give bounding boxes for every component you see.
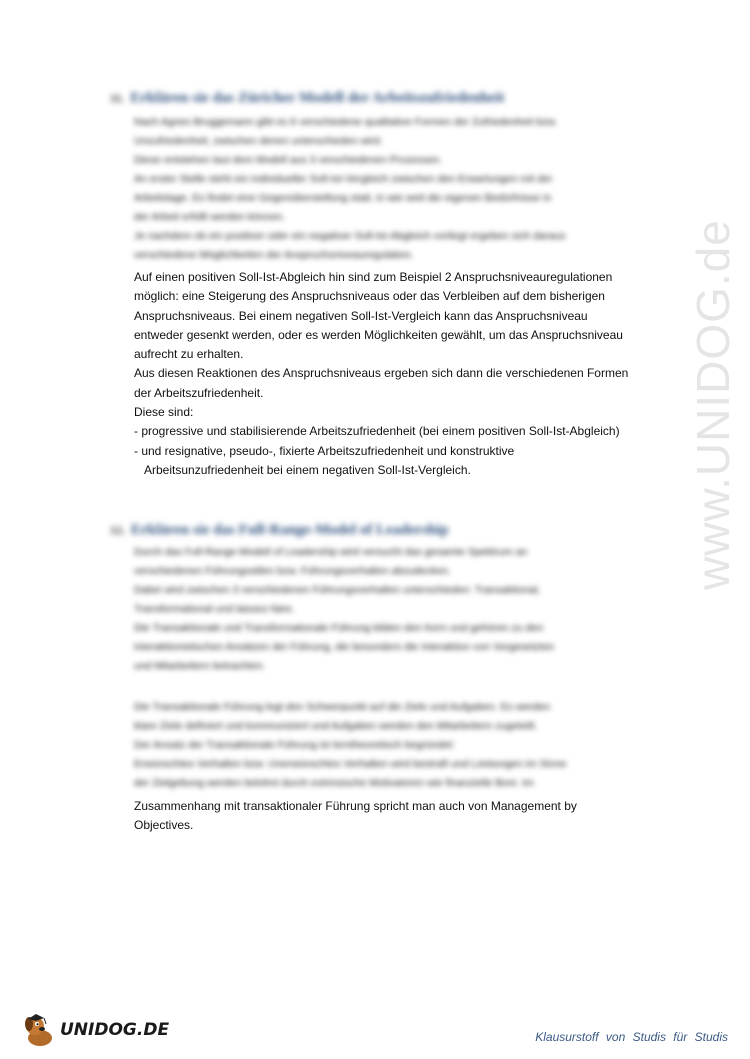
watermark: www.UNIDOG.de — [687, 219, 739, 590]
section-11-number: 11. — [110, 91, 125, 105]
text-line: Anspruchsniveaus. Bei einem negativen Soll-Ist-Vergleich kann das Anspruchsniveau — [134, 308, 588, 323]
text-line: Diese sind: — [134, 405, 194, 420]
text-line: Auf einen positiven Soll-Ist-Abgleich hin sind zum Beispiel 2 Anspruchsniveauregulationen — [134, 270, 613, 284]
text-line: aufrecht zu erhalten. — [134, 347, 244, 362]
blurred-line: der Zielgebung werden belohnt durch extrinsische Motivatoren wie finanzielle Boni. Im — [134, 777, 534, 789]
blurred-line: Nach Agnes Bruggemann gibt es 6 verschiedene qualitative Formen der Zufriedenheit bzw. — [134, 116, 558, 128]
blurred-line: Die Transaktionale Führung legt den Schwerpunkt auf die Ziele und Aufgaben. Es werden — [134, 701, 551, 713]
section-12-blurred-paragraph — [134, 543, 654, 676]
section-11-visible-paragraph — [134, 268, 664, 480]
blurred-line: Durch das Full-Range-Modell of Leadership wird versucht das gesamte Spektrum an — [134, 546, 528, 558]
blurred-line: Transformational und laissez-faire. — [134, 603, 295, 615]
unidog-logo[interactable] — [22, 1010, 169, 1050]
logo-text: UNIDOG.DE — [60, 1020, 170, 1040]
section-12-blurred-paragraph-2 — [134, 698, 654, 793]
blurred-line: interaktionistischen Ansätzen der Führung, die besonders die Interaktion von Vorgesetzten — [134, 641, 555, 653]
blurred-line: Der Ansatz der Transaktionale Führung ist lerntheoretisch begründet: — [134, 739, 456, 751]
text-line: der Arbeitszufriedenheit. — [134, 385, 264, 400]
blurred-line: verschiedene Möglichkeiten der Anspruchsniveauregulation. — [134, 249, 414, 261]
section-12-heading — [110, 522, 449, 539]
footer-slogan: Klausurstoff von Studis für Studis — [535, 1030, 728, 1044]
blurred-line: Erwünschtes Verhalten bzw. Unerwünschtes Verhalten wird bestraft und Leistungen im Sinne — [134, 758, 567, 770]
section-11-blurred-paragraph — [134, 113, 654, 265]
blurred-line: An erster Stelle steht ein individueller Soll-Ist-Vergleich zwischen den Erwartungen mit der — [134, 173, 553, 185]
bullet-line: - progressive und stabilisierende Arbeitszufriedenheit (bei einem positiven Soll-Ist-Abgleich) — [134, 424, 620, 439]
blurred-line: Arbeitslage. Es findet eine Gegenüberstellung statt, in wie weit die eigenen Bedürfnisse in — [134, 192, 552, 204]
text-line: Aus diesen Reaktionen des Anspruchsniveaus ergeben sich dann die verschiedenen Formen — [134, 366, 629, 381]
text-line: möglich: eine Steigerung des Anspruchsniveaus oder das Verbleiben auf dem bisherigen — [134, 289, 605, 304]
text-line: Objectives. — [134, 818, 194, 833]
blurred-line: klare Ziele definiert und kommuniziert und Aufgaben werden den Mitarbeitern zugeteilt. — [134, 720, 538, 732]
blurred-line: Je nachdem ob ein positiver oder ein negativer Soll-Ist-Abgleich vorliegt ergeben sich daraus — [134, 230, 566, 242]
dog-mascot-icon — [22, 1012, 56, 1048]
section-12-visible-paragraph — [134, 797, 664, 836]
blurred-line: Dabei wird zwischen 3 verschiedenen Führungsverhalten unterschieden: Transaktional, — [134, 584, 541, 596]
blurred-line: und Mitarbeitern betrachten. — [134, 660, 266, 672]
section-12-number: 12. — [110, 523, 125, 537]
bullet-line: - und resignative, pseudo-, fixierte Arbeitszufriedenheit und konstruktive — [134, 443, 515, 458]
section-11-title: Erklären sie das Züricher Modell der Arbeitszufriedenheit — [130, 90, 505, 106]
blurred-line: der Arbeit erfüllt werden können. — [134, 211, 286, 223]
bullet-continuation: Arbeitsunzufriedenheit bei einem negativen Soll-Ist-Vergleich. — [144, 462, 471, 477]
blurred-line: verschiedenen Führungsstilen bzw. Führungsverhalten abzudecken. — [134, 565, 451, 577]
text-line: Zusammenhang mit transaktionaler Führung spricht man auch von Management by — [134, 799, 577, 813]
blurred-line: Diese entstehen laut dem Modell aus 3 verschiedenen Prozessen. — [134, 154, 443, 166]
blurred-line: Die Transaktionale und Transformationale Führung bilden den Kern und gehören zu den — [134, 622, 544, 634]
text-line: entweder gesenkt werden, oder es werden Möglichkeiten gewählt, um das Anspruchsniveau — [134, 327, 623, 342]
section-11-heading — [110, 90, 505, 107]
section-12-title: Erklären sie das Full-Range-Model of Leadership — [131, 522, 449, 538]
blurred-line: Unzufriedenheit, zwischen denen unterschieden wird. — [134, 135, 383, 147]
